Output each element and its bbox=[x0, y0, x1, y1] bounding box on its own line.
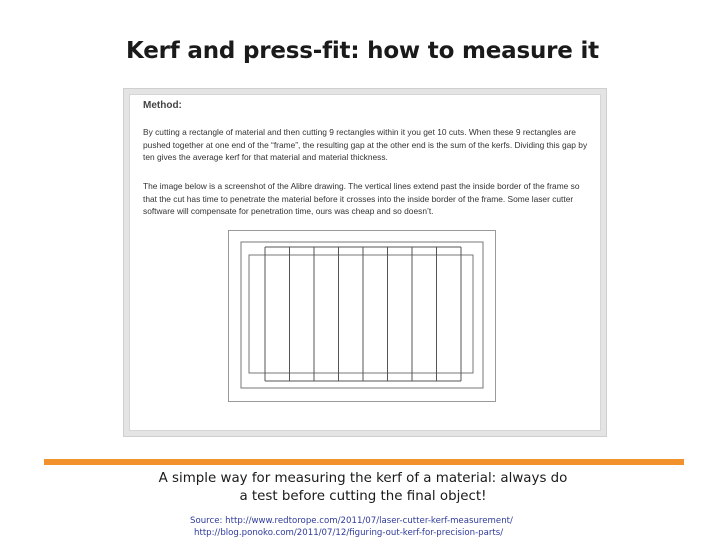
method-screenshot bbox=[123, 88, 607, 437]
caption-line-2: a test before cutting the final object! bbox=[239, 489, 487, 504]
inner-frame-border bbox=[249, 255, 473, 373]
outer-frame-border bbox=[241, 242, 483, 388]
vertical-cuts-group bbox=[265, 247, 461, 381]
slide-caption bbox=[124, 470, 602, 506]
source-links bbox=[190, 516, 550, 539]
method-paragraph-1: By cutting a rectangle of material and then cutting 9 rectangles within it you get 10 cuts. When these 9 rectangles are pushed together at one end of the “frame”, the resulting gap at the other end is the sum of the kerfs. Dividing this gap by ten gives the average kerf for that material and material thickness. bbox=[143, 127, 588, 162]
slide-title: Kerf and press-fit: how to measure it bbox=[126, 38, 599, 64]
source-link-1[interactable]: Source: http://www.redtorope.com/2011/07/laser-cutter-kerf-measurement/ bbox=[190, 516, 513, 526]
kerf-test-drawing bbox=[229, 231, 495, 401]
accent-divider bbox=[44, 459, 684, 465]
method-panel bbox=[129, 94, 601, 431]
method-paragraph-2: The image below is a screenshot of the Alibre drawing. The vertical lines extend past the inside border of the frame so that the cut has time to penetrate the material before it crosses into the inside border of the frame. Some laser cutter software will compensate for penetration time, ours was cheap and so doesn’t. bbox=[143, 181, 580, 216]
source-link-2[interactable]: http://blog.ponoko.com/2011/07/12/figuring-out-kerf-for-precision-parts/ bbox=[194, 527, 504, 538]
method-heading: Method: bbox=[143, 100, 182, 111]
caption-line-1: A simple way for measuring the kerf of a material: always do bbox=[158, 471, 568, 486]
alibre-drawing bbox=[228, 230, 496, 402]
